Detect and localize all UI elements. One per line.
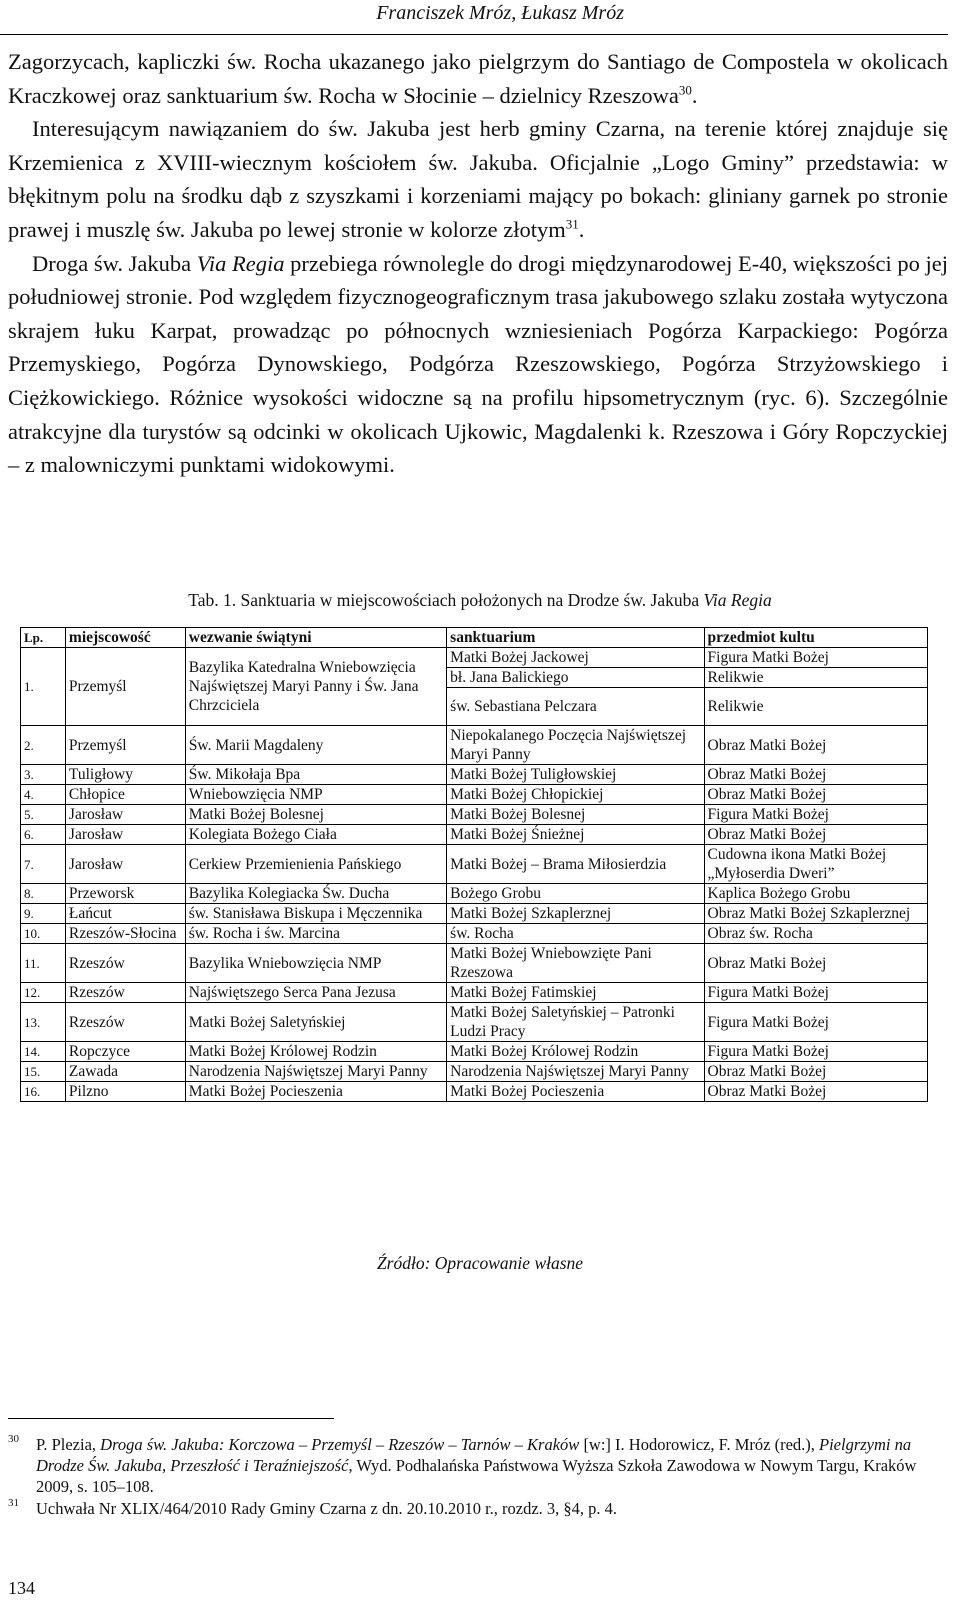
footnote-31 bbox=[8, 1498, 948, 1519]
cell-church: Wniebowzięcia NMP bbox=[185, 785, 446, 805]
cell-place: Łańcut bbox=[65, 904, 185, 924]
cell-cult-object: Figura Matki Bożej bbox=[704, 805, 927, 825]
header-lp: Lp. bbox=[21, 628, 66, 648]
cell-cult-object: Figura Matki Bożej bbox=[704, 1042, 927, 1062]
cell-place: Ropczyce bbox=[65, 1042, 185, 1062]
via-regia-italic: Via Regia bbox=[196, 250, 285, 276]
table-caption-italic: Via Regia bbox=[703, 590, 772, 610]
table-row bbox=[21, 904, 928, 924]
paragraph-1 bbox=[8, 45, 948, 112]
cell-cult-object: Obraz Matki Bożej Szkaplerznej bbox=[704, 904, 927, 924]
cell-place: Jarosław bbox=[65, 825, 185, 845]
cell-lp: 7. bbox=[21, 845, 66, 884]
table-row bbox=[21, 983, 928, 1003]
cell-church: Św. Marii Magdaleny bbox=[185, 726, 446, 765]
cell-cult-object: Obraz Matki Bożej bbox=[704, 1062, 927, 1082]
cell-cult-object: Obraz Matki Bożej bbox=[704, 726, 927, 765]
cell-cult-object: Relikwie bbox=[704, 668, 927, 688]
cell-church: Cerkiew Przemienienia Pańskiego bbox=[185, 845, 446, 884]
paragraph-3 bbox=[8, 247, 948, 482]
cell-lp: 9. bbox=[21, 904, 66, 924]
page-number: 134 bbox=[8, 1578, 35, 1598]
paragraph-1-end: . bbox=[691, 82, 698, 108]
cell-lp: 16. bbox=[21, 1082, 66, 1102]
cell-lp: 1. bbox=[21, 648, 66, 726]
running-head: Franciszek Mróz, Łukasz Mróz bbox=[376, 2, 624, 24]
cell-sanctuary: Matki Bożej Śnieżnej bbox=[447, 825, 704, 845]
cell-sanctuary: Matki Bożej Królowej Rodzin bbox=[447, 1042, 704, 1062]
table-row bbox=[21, 825, 928, 845]
paragraph-2 bbox=[8, 112, 948, 246]
footnote-rule bbox=[8, 1418, 334, 1419]
table-row bbox=[21, 1042, 928, 1062]
cell-sanctuary: Bożego Grobu bbox=[447, 884, 704, 904]
table-row bbox=[21, 765, 928, 785]
cell-church: św. Stanisława Biskupa i Męczennika bbox=[185, 904, 446, 924]
cell-lp: 14. bbox=[21, 1042, 66, 1062]
table-caption bbox=[0, 590, 960, 611]
cell-lp: 5. bbox=[21, 805, 66, 825]
cell-place: Pilzno bbox=[65, 1082, 185, 1102]
cell-place: Tuligłowy bbox=[65, 765, 185, 785]
cell-cult-object: Obraz Matki Bożej bbox=[704, 765, 927, 785]
sanctuaries-table bbox=[20, 627, 928, 1102]
cell-church: Matki Bożej Pocieszenia bbox=[185, 1082, 446, 1102]
cell-sanctuary: Matki Bożej Szkaplerznej bbox=[447, 904, 704, 924]
table-row bbox=[21, 726, 928, 765]
cell-lp: 6. bbox=[21, 825, 66, 845]
cell-lp: 8. bbox=[21, 884, 66, 904]
footnote-ref-30[interactable]: 30 bbox=[678, 82, 692, 98]
header-church: wezwanie świątyni bbox=[185, 628, 446, 648]
cell-church: Najświętszego Serca Pana Jezusa bbox=[185, 983, 446, 1003]
cell-sanctuary: Narodzenia Najświętszej Maryi Panny bbox=[447, 1062, 704, 1082]
paragraph-1-text: Zagorzycach, kapliczki św. Rocha ukazanego jako pielgrzym do Santiago de Compostela w okolicach Kraczkowej oraz sanktuarium św. Rocha w Słocinie – dzielnicy Rzeszowa bbox=[8, 49, 948, 108]
cell-place: Przeworsk bbox=[65, 884, 185, 904]
table-row bbox=[21, 1003, 928, 1042]
footnote-number: 31 bbox=[8, 1497, 19, 1509]
cell-church: Kolegiata Bożego Ciała bbox=[185, 825, 446, 845]
cell-cult-object: Obraz Matki Bożej bbox=[704, 785, 927, 805]
header-sanctuary: sanktuarium bbox=[447, 628, 704, 648]
cell-sanctuary: bł. Jana Balickiego bbox=[447, 668, 704, 688]
table-caption-text: Tab. 1. Sanktuaria w miejscowościach położonych na Drodze św. Jakuba bbox=[188, 590, 704, 610]
cell-cult-object: Figura Matki Bożej bbox=[704, 648, 927, 668]
cell-cult-object: Cudowna ikona Matki Bożej „Myłoserdia Dweri” bbox=[704, 845, 927, 884]
cell-place: Rzeszów bbox=[65, 944, 185, 983]
cell-sanctuary: Matki Bożej Jackowej bbox=[447, 648, 704, 668]
cell-sanctuary: Matki Bożej Bolesnej bbox=[447, 805, 704, 825]
cell-place: Jarosław bbox=[65, 805, 185, 825]
cell-sanctuary: św. Sebastiana Pelczara bbox=[447, 688, 704, 726]
table-row bbox=[21, 845, 928, 884]
table-row bbox=[21, 944, 928, 983]
paragraph-3-text-a: Droga św. Jakuba bbox=[32, 250, 197, 276]
footnotes bbox=[8, 1434, 948, 1520]
header-rule bbox=[0, 34, 948, 35]
cell-place: Przemyśl bbox=[65, 648, 185, 726]
cell-church: Św. Mikołaja Bpa bbox=[185, 765, 446, 785]
header-place: miejscowość bbox=[65, 628, 185, 648]
footnote-title: Pielgrzymi na Drodze Św. Jakuba, Przeszłość i Teraźniejszość bbox=[36, 1435, 912, 1475]
cell-church: Narodzenia Najświętszej Maryi Panny bbox=[185, 1062, 446, 1082]
table-row bbox=[21, 648, 928, 668]
cell-sanctuary: Matki Bożej Fatimskiej bbox=[447, 983, 704, 1003]
paragraph-2-end: . bbox=[578, 216, 585, 242]
cell-place: Chłopice bbox=[65, 785, 185, 805]
cell-sanctuary: Niepokalanego Poczęcia Najświętszej Maryi Panny bbox=[447, 726, 704, 765]
cell-sanctuary: Matki Bożej Saletyńskiej – Patronki Ludzi Pracy bbox=[447, 1003, 704, 1042]
cell-cult-object: Obraz św. Rocha bbox=[704, 924, 927, 944]
cell-lp: 11. bbox=[21, 944, 66, 983]
table-row bbox=[21, 924, 928, 944]
table-row bbox=[21, 785, 928, 805]
cell-church: Bazylika Kolegiacka Św. Ducha bbox=[185, 884, 446, 904]
footnote-text: Uchwała Nr XLIX/464/2010 Rady Gminy Czarna z dn. 20.10.2010 r., rozdz. 3, §4, p. 4. bbox=[36, 1499, 618, 1518]
cell-church: Matki Bożej Królowej Rodzin bbox=[185, 1042, 446, 1062]
footnote-text: [w:] I. Hodorowicz, F. Mróz (red.), bbox=[579, 1435, 820, 1454]
cell-place: Rzeszów bbox=[65, 1003, 185, 1042]
cell-sanctuary: Matki Bożej Pocieszenia bbox=[447, 1082, 704, 1102]
cell-sanctuary: Matki Bożej Chłopickiej bbox=[447, 785, 704, 805]
cell-sanctuary: Matki Bożej Tuligłowskiej bbox=[447, 765, 704, 785]
table-row bbox=[21, 884, 928, 904]
cell-cult-object: Figura Matki Bożej bbox=[704, 983, 927, 1003]
cell-place: Zawada bbox=[65, 1062, 185, 1082]
cell-lp: 4. bbox=[21, 785, 66, 805]
cell-church: Bazylika Wniebowzięcia NMP bbox=[185, 944, 446, 983]
cell-sanctuary: Matki Bożej Wniebowzięte Pani Rzeszowa bbox=[447, 944, 704, 983]
cell-cult-object: Figura Matki Bożej bbox=[704, 1003, 927, 1042]
header-cult-object: przedmiot kultu bbox=[704, 628, 927, 648]
footnote-ref-31[interactable]: 31 bbox=[565, 216, 579, 232]
cell-lp: 3. bbox=[21, 765, 66, 785]
cell-lp: 2. bbox=[21, 726, 66, 765]
paragraph-3-text-b: przebiega równolegle do drogi międzynarodowej E-40, większości po jej południowej stronie. Pod względem fizycznogeograficznym trasa jakubowego szlaku została wytyczona skrajem łuku Karpat, prowadząc po północnych wzniesieniach Pogórza Karpackiego: Pogórza Przemyskiego, Pogórza Dynowskiego, Podgórza Rzeszowskiego, Pogórza Strzyżowskiego i Ciężkowickiego. Różnice wysokości widoczne są na profilu hipsometrycznym (ryc. 6). Szczególnie atrakcyjne dla turystów są odcinki w okolicach Ujkowic, Magdalenki k. Rzeszowa i Góry Ropczyckiej – z malowniczymi punktami widokowymi. bbox=[8, 250, 948, 478]
cell-place: Przemyśl bbox=[65, 726, 185, 765]
footnote-title: Droga św. Jakuba: Korczowa – Przemyśl – Rzeszów – Tarnów – Kraków bbox=[100, 1435, 580, 1454]
cell-place: Rzeszów bbox=[65, 983, 185, 1003]
cell-lp: 12. bbox=[21, 983, 66, 1003]
cell-cult-object: Kaplica Bożego Grobu bbox=[704, 884, 927, 904]
cell-place: Rzeszów-Słocina bbox=[65, 924, 185, 944]
cell-church: Bazylika Katedralna Wniebowzięcia Najświętszej Maryi Panny i Św. Jana Chrzciciela bbox=[185, 648, 446, 726]
cell-lp: 13. bbox=[21, 1003, 66, 1042]
cell-cult-object: Relikwie bbox=[704, 688, 927, 726]
footnote-text: P. Plezia, bbox=[36, 1435, 101, 1454]
cell-church: św. Rocha i św. Marcina bbox=[185, 924, 446, 944]
table-row bbox=[21, 1082, 928, 1102]
table-header-row bbox=[21, 628, 928, 648]
table-row bbox=[21, 1062, 928, 1082]
footnote-30 bbox=[8, 1434, 948, 1497]
cell-lp: 15. bbox=[21, 1062, 66, 1082]
cell-lp: 10. bbox=[21, 924, 66, 944]
body-text bbox=[8, 45, 948, 482]
cell-sanctuary: św. Rocha bbox=[447, 924, 704, 944]
cell-church: Matki Bożej Bolesnej bbox=[185, 805, 446, 825]
footnote-text: , Wyd. Podhalańska Państwowa Wyższa Szkoła Zawodowa w Nowym Targu, Kraków 2009, s. 105–108. bbox=[36, 1456, 917, 1496]
table-body-rows bbox=[21, 726, 928, 1102]
cell-place: Jarosław bbox=[65, 845, 185, 884]
cell-sanctuary: Matki Bożej – Brama Miłosierdzia bbox=[447, 845, 704, 884]
cell-cult-object: Obraz Matki Bożej bbox=[704, 825, 927, 845]
footnote-number: 30 bbox=[8, 1433, 19, 1445]
table-row bbox=[21, 805, 928, 825]
table-source: Źródło: Opracowanie własne bbox=[376, 1253, 584, 1273]
paragraph-2-text: Interesującym nawiązaniem do św. Jakuba jest herb gminy Czarna, na terenie której znajduje się Krzemienica z XVIII-wiecznym kościołem św. Jakuba. Oficjalnie „Logo Gminy” przedstawia: w błękitnym polu na środku dąb z szyszkami i korzeniami mający po bokach: gliniany garnek po stronie prawej i muszlę św. Jakuba po lewej stronie w kolorze złotym bbox=[8, 116, 948, 242]
cell-cult-object: Obraz Matki Bożej bbox=[704, 1082, 927, 1102]
cell-cult-object: Obraz Matki Bożej bbox=[704, 944, 927, 983]
cell-church: Matki Bożej Saletyńskiej bbox=[185, 1003, 446, 1042]
